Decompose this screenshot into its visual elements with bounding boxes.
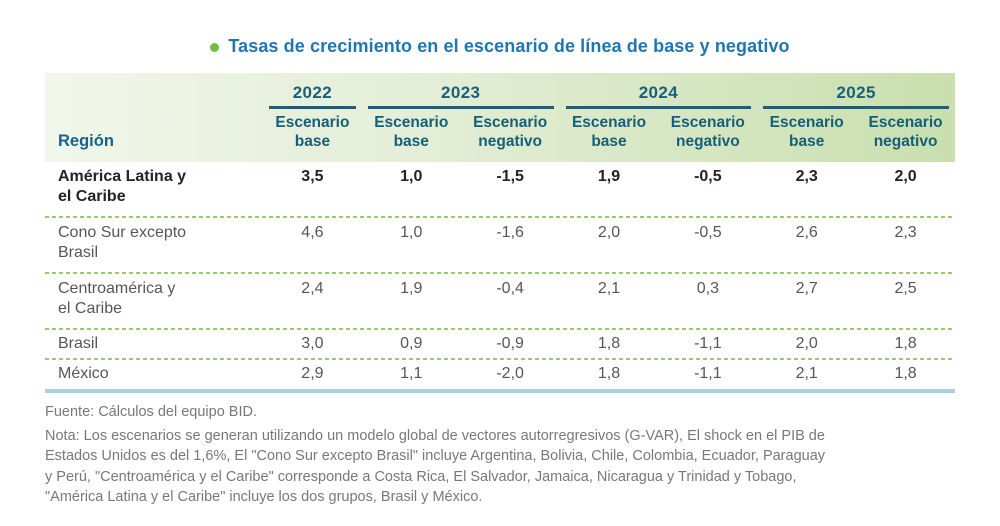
value-cell: 3,5	[301, 167, 324, 185]
value-cell: 2,4	[301, 279, 324, 297]
note-line: Estados Unidos es del 1,6%, El "Cono Sur excepto Brasil" incluye Argentina, Bolivia, Chile, Colombia, Ecuador, Paraguay	[45, 448, 826, 464]
region-text: América Latina y	[58, 167, 187, 185]
year-header-2022	[263, 82, 362, 109]
value-cell: 2,1	[597, 279, 621, 297]
scenario-header-row	[45, 113, 955, 162]
value-cell: 1,0	[400, 167, 423, 185]
value-cell: 2,5	[894, 279, 917, 297]
value-cell: 1,8	[597, 364, 621, 382]
year-underline	[368, 106, 554, 109]
value-cell: 2,0	[597, 223, 621, 241]
value-cell: 1,8	[894, 364, 917, 382]
value-cell: -1,1	[694, 364, 722, 382]
value-cell: -2,0	[496, 364, 524, 382]
value-cell: 2,7	[795, 279, 818, 297]
value-cell: 1,1	[400, 364, 423, 382]
value-cell: -1,6	[496, 223, 524, 241]
figure-title: Tasas de crecimiento en el escenario de línea de base y negativo	[228, 36, 790, 56]
note-line: Nota: Los escenarios se generan utilizando un modelo global de vectores autorregresivos (G-VAR), El shock en el PIB de	[45, 427, 825, 444]
column-header-line: negativo	[675, 133, 740, 150]
column-header-2025-base	[757, 113, 856, 152]
value-cell: -0,9	[496, 334, 524, 352]
column-header-line: base	[294, 133, 331, 150]
value-cell: 3,0	[301, 334, 324, 352]
value-cell: -0,4	[496, 279, 524, 297]
bullet-icon	[210, 43, 219, 52]
column-header-2025-negativo	[856, 113, 955, 152]
explanatory-note	[45, 426, 960, 508]
column-header-line: base	[393, 133, 429, 150]
source-note: Fuente: Cálculos del equipo BID.	[45, 403, 257, 420]
table-header	[45, 73, 955, 162]
table-body	[45, 162, 955, 393]
value-cell: 0,9	[400, 334, 423, 352]
table-row	[45, 218, 955, 272]
region-cell	[45, 364, 263, 384]
column-header-line: Escenario	[571, 113, 647, 131]
column-header-line: Escenario	[868, 113, 943, 131]
column-header-line: Escenario	[374, 113, 449, 131]
year-header-2025	[757, 82, 955, 109]
value-cell: -0,5	[694, 167, 722, 185]
region-cell	[45, 167, 263, 207]
column-header-2024-negativo	[658, 113, 757, 152]
growth-rates-table	[45, 73, 955, 393]
year-header-row	[45, 82, 955, 109]
year-underline	[269, 106, 356, 109]
value-cell: -1,5	[496, 167, 524, 185]
year-underline	[763, 106, 949, 109]
region-text: Brasil	[58, 334, 99, 352]
value-cell: 1,8	[597, 334, 621, 352]
note-line: y Perú, "Centroamérica y el Caribe" corresponde a Costa Rica, El Salvador, Jamaica, Nicaragua y Trinidad y Tobago,	[45, 468, 797, 485]
column-header-line: negativo	[873, 133, 938, 150]
column-header-2023-negativo	[461, 113, 560, 152]
value-cell: 2,9	[301, 364, 324, 382]
column-header-line: Escenario	[473, 113, 548, 131]
region-text: Cono Sur excepto	[58, 223, 187, 241]
note-line: "América Latina y el Caribe" incluye los dos grupos, Brasil y México.	[45, 489, 483, 505]
region-cell	[45, 279, 263, 319]
value-cell: 2,3	[795, 167, 818, 185]
value-cell: 4,6	[301, 223, 324, 241]
region-text: el Caribe	[58, 299, 123, 317]
column-header-line: Escenario	[769, 113, 844, 131]
value-cell: 2,3	[894, 223, 917, 241]
value-cell: 2,6	[795, 223, 818, 241]
region-text: Centroamérica y	[58, 279, 176, 297]
column-header-line: base	[789, 133, 825, 150]
table-row	[45, 360, 955, 388]
column-header-2022-base	[263, 113, 362, 152]
year-header-2024	[560, 82, 758, 109]
value-cell: 2,0	[795, 334, 818, 352]
value-cell: 1,9	[597, 167, 621, 185]
region-text: Brasil	[58, 243, 99, 261]
year-label: 2022	[292, 83, 333, 102]
year-label: 2023	[440, 83, 481, 102]
column-header-line: Escenario	[275, 113, 350, 131]
column-header-2023-base	[362, 113, 461, 152]
table-bottom-border	[45, 389, 955, 393]
table-row	[45, 162, 955, 216]
year-label: 2024	[638, 83, 679, 102]
year-underline	[566, 106, 752, 109]
value-cell: 1,8	[894, 334, 917, 352]
column-header-line: negativo	[478, 133, 542, 150]
region-column-header: Región	[58, 131, 114, 150]
value-cell: 2,0	[894, 167, 917, 185]
value-cell: 1,0	[400, 223, 423, 241]
value-cell: 2,1	[795, 364, 818, 382]
table-row	[45, 274, 955, 328]
column-header-2024-base	[560, 113, 659, 152]
value-cell: -1,1	[694, 334, 722, 352]
table-row	[45, 330, 955, 358]
year-header-2023	[362, 82, 560, 109]
value-cell: 0,3	[696, 279, 719, 297]
column-header-line: Escenario	[670, 113, 745, 131]
region-cell	[45, 334, 263, 354]
region-text: el Caribe	[58, 187, 126, 205]
column-header-line: base	[591, 133, 627, 150]
figure-title-row	[0, 0, 1000, 57]
region-cell	[45, 223, 263, 263]
table-footnotes	[45, 402, 960, 508]
region-text: México	[58, 364, 109, 382]
value-cell: -0,5	[694, 223, 722, 241]
value-cell: 1,9	[400, 279, 423, 297]
year-label: 2025	[836, 83, 876, 102]
